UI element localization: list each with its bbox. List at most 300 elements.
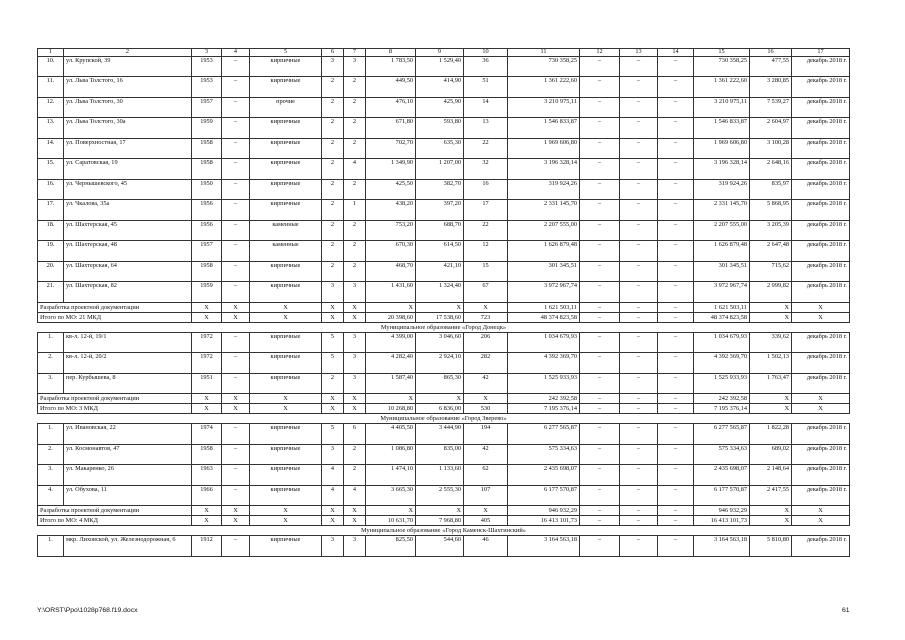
table-cell: декабрь 2018 г. [792, 56, 850, 77]
table-cell: – [658, 261, 694, 282]
table-cell: ул. Льва Толстого, 30а [64, 118, 192, 139]
table-cell: – [222, 282, 250, 303]
table-cell: – [620, 536, 658, 557]
table-cell: – [222, 77, 250, 98]
table-cell: кирпичные [250, 200, 322, 221]
table-cell: 715,62 [750, 261, 792, 282]
table-cell: 730 358,25 [508, 56, 580, 77]
table-cell: 835,00 [416, 444, 464, 465]
summary-cell: X [344, 516, 366, 526]
table-cell: 46 [464, 536, 508, 557]
table-cell: прочие [250, 97, 322, 118]
table-cell: 3 [344, 282, 366, 303]
summary-cell: X [344, 302, 366, 312]
summary-cell: 242 392,58 [508, 394, 580, 404]
table-cell: 4. [38, 485, 64, 506]
summary-cell: X [192, 516, 222, 526]
table-cell: 1 626 879,48 [694, 241, 750, 262]
table-cell: – [658, 179, 694, 200]
table-cell: 36 [464, 56, 508, 77]
table-cell: декабрь 2018 г. [792, 220, 850, 241]
column-number-cell: 16 [750, 49, 792, 57]
table-cell: 1 546 833,87 [508, 118, 580, 139]
table-cell: мкр. Лиховской, ул. Железнодорожная, 6 [64, 536, 192, 557]
summary-cell: 48 374 823,58 [508, 312, 580, 322]
housing-repair-table-sheet [37, 48, 850, 557]
summary-cell: 17 538,60 [416, 312, 464, 322]
summary-cell: X [750, 506, 792, 516]
table-cell: – [620, 373, 658, 394]
column-number-cell: 1 [38, 49, 64, 57]
table-cell: 51 [464, 77, 508, 98]
table-cell: 4 405,50 [366, 424, 416, 445]
table-cell: 319 924,26 [508, 179, 580, 200]
summary-cell: X [792, 312, 850, 322]
summary-cell: X [792, 516, 850, 526]
table-cell: кв-л. 12-й, 19/1 [64, 332, 192, 353]
table-cell: 1 546 833,87 [694, 118, 750, 139]
table-cell: 2 [322, 373, 344, 394]
table-cell: 1958 [192, 138, 222, 159]
summary-cell: – [580, 312, 620, 322]
column-number-cell: 6 [322, 49, 344, 57]
table-cell: 2 148,64 [750, 465, 792, 486]
table-cell: декабрь 2018 г. [792, 97, 850, 118]
table-cell: 1 525 933,93 [508, 373, 580, 394]
summary-cell: X [344, 404, 366, 414]
table-cell: 1. [38, 332, 64, 353]
municipality-total-row [38, 516, 850, 526]
summary-cell: X [192, 404, 222, 414]
table-cell: 438,20 [366, 200, 416, 221]
summary-cell: X [250, 394, 322, 404]
table-cell: 3 444,90 [416, 424, 464, 445]
table-cell: 689,02 [750, 444, 792, 465]
design-documentation-row [38, 506, 850, 516]
summary-cell: X [322, 302, 344, 312]
table-cell: 3 164 563,18 [508, 536, 580, 557]
table-cell: 1 626 879,48 [508, 241, 580, 262]
column-number-cell: 14 [658, 49, 694, 57]
table-cell: 3 [322, 282, 344, 303]
table-cell: – [580, 77, 620, 98]
table-cell: – [580, 138, 620, 159]
table-cell: 6 277 565,87 [508, 424, 580, 445]
table-cell: 4 [344, 159, 366, 180]
column-number-cell: 13 [620, 49, 658, 57]
table-cell: 13. [38, 118, 64, 139]
table-cell: декабрь 2018 г. [792, 77, 850, 98]
table-cell: – [658, 485, 694, 506]
table-cell: 1. [38, 536, 64, 557]
table-cell: – [658, 444, 694, 465]
summary-label: Разработка проектной документации [38, 506, 192, 516]
table-cell: 14. [38, 138, 64, 159]
building-row [38, 536, 850, 557]
table-cell: 2 [344, 77, 366, 98]
table-cell: 3 [344, 56, 366, 77]
table-cell: декабрь 2018 г. [792, 373, 850, 394]
table-cell: 3 210 975,11 [694, 97, 750, 118]
summary-cell: – [620, 312, 658, 322]
table-cell: – [222, 56, 250, 77]
table-cell: 2 [322, 138, 344, 159]
table-cell: 575 334,63 [508, 444, 580, 465]
table-cell: ул. Поверхностная, 17 [64, 138, 192, 159]
table-cell: 13 [464, 118, 508, 139]
summary-cell: – [658, 516, 694, 526]
table-cell: 2 331 145,70 [694, 200, 750, 221]
table-cell: декабрь 2018 г. [792, 353, 850, 374]
summary-cell: 6 836,00 [416, 404, 464, 414]
table-cell: 15. [38, 159, 64, 180]
table-cell: 1957 [192, 97, 222, 118]
table-cell: – [658, 536, 694, 557]
table-cell: декабрь 2018 г. [792, 200, 850, 221]
table-cell: 1956 [192, 220, 222, 241]
table-cell: 1. [38, 424, 64, 445]
summary-cell: X [750, 394, 792, 404]
table-cell: 5 810,80 [750, 536, 792, 557]
table-cell: – [620, 56, 658, 77]
table-cell: – [580, 56, 620, 77]
table-cell: 1912 [192, 536, 222, 557]
table-cell: кирпичные [250, 424, 322, 445]
column-number-cell: 7 [344, 49, 366, 57]
summary-cell: X [222, 506, 250, 516]
summary-cell: X [192, 506, 222, 516]
table-cell: 688,70 [416, 220, 464, 241]
table-cell: – [620, 261, 658, 282]
table-cell: 2 [344, 179, 366, 200]
table-cell: 5 [322, 332, 344, 353]
summary-cell: – [658, 394, 694, 404]
table-cell: 1 324,40 [416, 282, 464, 303]
summary-cell: – [658, 312, 694, 322]
table-cell: 2 435 698,07 [694, 465, 750, 486]
table-cell: 4 392 369,70 [694, 353, 750, 374]
municipality-header-row [38, 414, 850, 424]
table-cell: 4 [322, 465, 344, 486]
table-cell: кв-л. 12-й, 20/2 [64, 353, 192, 374]
table-cell: 6 277 565,87 [694, 424, 750, 445]
table-cell: декабрь 2018 г. [792, 332, 850, 353]
table-cell: кирпичные [250, 536, 322, 557]
summary-cell: 48 374 823,58 [694, 312, 750, 322]
table-cell: кирпичные [250, 353, 322, 374]
summary-cell: X [222, 302, 250, 312]
table-cell: 544,60 [416, 536, 464, 557]
building-row [38, 353, 850, 374]
table-cell: 2 [344, 138, 366, 159]
table-cell: 282 [464, 353, 508, 374]
table-cell: 2 435 698,07 [508, 465, 580, 486]
table-cell: 206 [464, 332, 508, 353]
building-row [38, 282, 850, 303]
table-cell: декабрь 2018 г. [792, 465, 850, 486]
table-cell: 1958 [192, 261, 222, 282]
column-number-cell: 5 [250, 49, 322, 57]
table-cell: – [580, 179, 620, 200]
table-cell: – [620, 159, 658, 180]
table-cell: 32 [464, 159, 508, 180]
municipality-name: Муниципальное образование «Город Зверево» [38, 414, 850, 424]
table-cell: 2 [344, 261, 366, 282]
table-cell: 20. [38, 261, 64, 282]
summary-cell: X [792, 506, 850, 516]
summary-cell: 1 621 503,11 [694, 302, 750, 312]
table-cell: ул. Макаренко, 26 [64, 465, 192, 486]
table-cell: 3 100,28 [750, 138, 792, 159]
summary-cell: 10 268,80 [366, 404, 416, 414]
table-cell: 4 392 369,70 [508, 353, 580, 374]
table-cell: 593,80 [416, 118, 464, 139]
building-row [38, 77, 850, 98]
table-cell: 1950 [192, 179, 222, 200]
summary-cell: X [464, 302, 508, 312]
table-cell: 12. [38, 97, 64, 118]
summary-cell: X [464, 506, 508, 516]
summary-cell: X [750, 404, 792, 414]
table-cell: 4 399,00 [366, 332, 416, 353]
table-cell: – [620, 138, 658, 159]
table-cell: 3 972 967,74 [508, 282, 580, 303]
table-cell: каменные [250, 241, 322, 262]
municipality-header-row [38, 322, 850, 332]
table-cell: кирпичные [250, 56, 322, 77]
summary-cell: 16 413 101,73 [694, 516, 750, 526]
building-row [38, 138, 850, 159]
summary-cell: – [620, 394, 658, 404]
table-cell: 1 969 606,80 [694, 138, 750, 159]
table-cell: 19. [38, 241, 64, 262]
design-documentation-row [38, 302, 850, 312]
table-cell: – [658, 159, 694, 180]
table-cell: – [222, 241, 250, 262]
table-cell: 1 783,50 [366, 56, 416, 77]
summary-cell: X [750, 302, 792, 312]
summary-cell: X [250, 404, 322, 414]
table-cell: 1953 [192, 56, 222, 77]
page-number: 61 [842, 607, 850, 614]
table-cell: 2 [344, 444, 366, 465]
municipality-header-row [38, 526, 850, 536]
building-row [38, 485, 850, 506]
table-cell: – [580, 159, 620, 180]
table-cell: 2 [344, 465, 366, 486]
table-cell: – [222, 536, 250, 557]
table-cell: 1959 [192, 118, 222, 139]
table-cell: кирпичные [250, 261, 322, 282]
table-cell: кирпичные [250, 373, 322, 394]
table-cell: – [580, 261, 620, 282]
column-number-cell: 12 [580, 49, 620, 57]
table-cell: 17. [38, 200, 64, 221]
table-cell: – [580, 353, 620, 374]
table-cell: 1 969 606,80 [508, 138, 580, 159]
summary-label: Разработка проектной документации [38, 394, 192, 404]
table-cell: 1 529,40 [416, 56, 464, 77]
table-cell: – [222, 118, 250, 139]
table-cell: 6 177 570,87 [694, 485, 750, 506]
summary-cell: X [792, 394, 850, 404]
summary-cell: X [192, 302, 222, 312]
table-cell: – [620, 485, 658, 506]
table-cell: 1 361 222,60 [694, 77, 750, 98]
table-cell: ул. Чкалова, 35а [64, 200, 192, 221]
table-cell: – [620, 77, 658, 98]
table-cell: 2 [322, 200, 344, 221]
table-cell: 3 [344, 353, 366, 374]
building-row [38, 444, 850, 465]
building-row [38, 332, 850, 353]
footer-file-path: Y:\ORST\Ppo\1028p768.f19.docx [37, 607, 138, 614]
table-cell: 1951 [192, 373, 222, 394]
table-cell: – [658, 77, 694, 98]
table-cell: декабрь 2018 г. [792, 444, 850, 465]
table-cell: 2 [322, 97, 344, 118]
table-cell: – [658, 56, 694, 77]
building-row [38, 465, 850, 486]
table-cell: – [658, 220, 694, 241]
summary-cell: X [366, 394, 416, 404]
table-cell: 614,50 [416, 241, 464, 262]
summary-label: Итого по МО: 4 МКД [38, 516, 192, 526]
table-cell: 1 763,47 [750, 373, 792, 394]
summary-cell: 242 392,58 [694, 394, 750, 404]
table-cell: 1966 [192, 485, 222, 506]
table-cell: декабрь 2018 г. [792, 536, 850, 557]
building-row [38, 424, 850, 445]
building-row [38, 159, 850, 180]
table-cell: 3 [322, 536, 344, 557]
table-cell: 1956 [192, 200, 222, 221]
table-cell: 1 349,90 [366, 159, 416, 180]
table-cell: 2 417,55 [750, 485, 792, 506]
summary-cell: 7 968,80 [416, 516, 464, 526]
summary-cell: 20 398,60 [366, 312, 416, 322]
summary-cell: 7 195 376,14 [694, 404, 750, 414]
summary-cell: 405 [464, 516, 508, 526]
table-cell: – [580, 485, 620, 506]
table-cell: – [580, 332, 620, 353]
building-row [38, 179, 850, 200]
repair-program-table [37, 48, 850, 557]
summary-cell: – [580, 302, 620, 312]
summary-cell: X [222, 516, 250, 526]
table-cell: 2 [344, 97, 366, 118]
table-cell: 414,90 [416, 77, 464, 98]
table-cell: кирпичные [250, 332, 322, 353]
column-number-cell: 17 [792, 49, 850, 57]
table-cell: 468,70 [366, 261, 416, 282]
table-cell: 3 046,60 [416, 332, 464, 353]
table-cell: – [222, 353, 250, 374]
table-cell: 14 [464, 97, 508, 118]
municipality-name: Муниципальное образование «Город Каменск-Шахтинский» [38, 526, 850, 536]
table-cell: пер. Курбышева, 8 [64, 373, 192, 394]
table-cell: 5 [322, 424, 344, 445]
table-cell: – [620, 353, 658, 374]
table-cell: 2 [344, 118, 366, 139]
summary-cell: X [192, 312, 222, 322]
table-cell: – [222, 97, 250, 118]
table-cell: 575 334,63 [694, 444, 750, 465]
summary-cell: X [222, 312, 250, 322]
column-number-cell: 9 [416, 49, 464, 57]
table-cell: – [620, 200, 658, 221]
summary-cell: – [658, 404, 694, 414]
table-cell: 477,55 [750, 56, 792, 77]
table-body [38, 49, 850, 557]
table-cell: – [580, 373, 620, 394]
table-cell: – [658, 200, 694, 221]
table-cell: 18. [38, 220, 64, 241]
building-row [38, 56, 850, 77]
design-documentation-row [38, 394, 850, 404]
table-cell: ул. Шахтерская, 48 [64, 241, 192, 262]
summary-cell: X [322, 506, 344, 516]
table-cell: ул. Льва Толстого, 30 [64, 97, 192, 118]
table-cell: 3 210 975,11 [508, 97, 580, 118]
table-cell: 17 [464, 200, 508, 221]
column-number-cell: 11 [508, 49, 580, 57]
summary-cell: X [416, 302, 464, 312]
table-cell: 3 665,30 [366, 485, 416, 506]
summary-cell: X [250, 506, 322, 516]
table-cell: кирпичные [250, 179, 322, 200]
summary-cell: – [620, 516, 658, 526]
table-cell: – [620, 465, 658, 486]
table-cell: 2 [344, 220, 366, 241]
table-cell: – [222, 465, 250, 486]
table-cell: 2 207 555,00 [694, 220, 750, 241]
table-cell: – [222, 138, 250, 159]
table-cell: 1958 [192, 444, 222, 465]
table-cell: декабрь 2018 г. [792, 118, 850, 139]
table-cell: 194 [464, 424, 508, 445]
summary-cell: – [620, 404, 658, 414]
summary-cell: – [620, 506, 658, 516]
table-cell: 301 345,51 [508, 261, 580, 282]
table-cell: 2 [322, 220, 344, 241]
table-cell: 3 [322, 56, 344, 77]
table-cell: декабрь 2018 г. [792, 138, 850, 159]
table-cell: 730 358,25 [694, 56, 750, 77]
table-cell: – [222, 485, 250, 506]
summary-cell: X [750, 312, 792, 322]
summary-cell: 946 932,29 [694, 506, 750, 516]
summary-cell: X [192, 394, 222, 404]
table-cell: 670,30 [366, 241, 416, 262]
table-cell: 42 [464, 373, 508, 394]
table-cell: декабрь 2018 г. [792, 282, 850, 303]
table-cell: каменные [250, 220, 322, 241]
column-number-cell: 3 [192, 49, 222, 57]
table-cell: 1 133,60 [416, 465, 464, 486]
table-cell: 1 [344, 200, 366, 221]
summary-cell: X [322, 516, 344, 526]
building-row [38, 97, 850, 118]
summary-cell: – [658, 302, 694, 312]
table-cell: 825,50 [366, 536, 416, 557]
summary-cell: X [222, 404, 250, 414]
table-cell: 4 [344, 485, 366, 506]
table-cell: – [580, 282, 620, 303]
summary-cell: X [250, 302, 322, 312]
summary-cell: X [250, 516, 322, 526]
table-cell: кирпичные [250, 77, 322, 98]
